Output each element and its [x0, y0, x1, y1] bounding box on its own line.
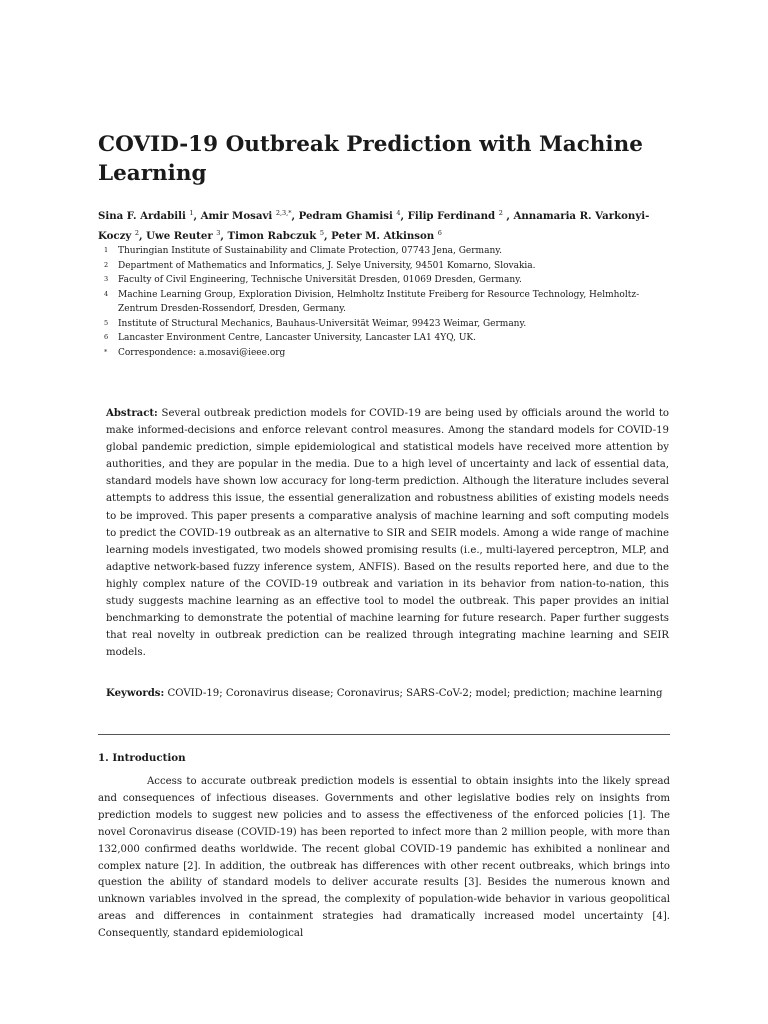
- section-heading: 1. Introduction: [98, 752, 186, 764]
- author: Pedram Ghamisi $^4$,: [298, 209, 405, 222]
- keywords-text: COVID-19; Coronavirus disease; Coronavirus; SARS-CoV-2; model; prediction; machine learning: [167, 688, 663, 699]
- keywords: [106, 685, 669, 702]
- author: Annamaria R. Varkonyi-Koczy $^2$,: [98, 210, 650, 242]
- affiliation-item: 3 Faculty of Civil Engineering, Technische Universität Dresden, 01069 Dresden, Germany.: [104, 275, 522, 285]
- intro-paragraph: Access to accurate outbreak prediction models is essential to obtain insights into the likely spread and consequences of infectious diseases. Governments and other legislative bodies rely on insights from prediction models to suggest new policies and to assess the effectiveness of the enforced policies [1]. The novel Coronavirus disease (COVID-19) has been reported to infect more than 2 million people, with more than 132,000 confirmed deaths worldwide. The recent global COVID-19 pandemic has exhibited a nonlinear and complex nature [2]. In addition, the outbreak has differences with other recent outbreaks, which brings into question the ability of standard models to deliver accurate results [3]. Besides the numerous known and unknown variables involved in the spread, the complexity of population-wide behavior in various geopolitical areas and differences in containment strategies had dramatically increased model uncertainty [4]. Consequently, standard epidemiological: [98, 776, 670, 940]
- section-divider: [98, 734, 670, 735]
- author: Filip Ferdinand $^2$ ,: [407, 209, 510, 222]
- author: Peter M. Atkinson $^6$: [331, 229, 442, 242]
- author: Timon Rabczuk $^5$,: [227, 229, 328, 242]
- abstract: [106, 405, 669, 661]
- author-list: [98, 205, 678, 245]
- correspondence-item: * Correspondence: a.mosavi@ieee.org: [104, 347, 286, 358]
- abstract-text: Several outbreak prediction models for COVID-19 are being used by officials around the world to make informed-decisions and enforce relevant control measures. Among the standard models for COVID-19 global pandemic prediction, simple epidemiological and statistical models have received more attention by authorities, and they are popular in the media. Due to a high level of uncertainty and lack of essential data, standard models have shown low accuracy for long-term prediction. Although the literature includes several attempts to address this issue, the essential generalization and robustness abilities of existing models needs to be improved. This paper presents a comparative analysis of machine learning and soft computing models to predict the COVID-19 outbreak as an alternative to SIR and SEIR models. Among a wide range of machine learning models investigated, two models showed promising results (i.e., multi-layered perceptron, MLP, and adaptive network-based fuzzy inference system, ANFIS). Based on the results reported here, and due to the highly complex nature of the COVID-19 outbreak and variation in its behavior from nation-to-nation, this study suggests machine learning as an effective tool to model the outbreak. This paper provides an initial benchmarking to demonstrate the potential of machine learning for future research. Paper further suggests that real novelty in outbreak prediction can be realized through integrating machine learning and SEIR models.: [106, 408, 670, 659]
- author: Sina F. Ardabili $^1$,: [98, 209, 198, 222]
- affiliation-item: 4 Machine Learning Group, Exploration Division, Helmholtz Institute Freiberg for Resource Technology, Helmholtz-Zentrum Dresden-Rossendorf, Dresden, Germany.: [104, 289, 640, 314]
- author: Uwe Reuter $^3$,: [146, 229, 224, 242]
- author: Amir Mosavi $^{2,3,*}$,: [200, 209, 296, 222]
- paper-title: COVID-19 Outbreak Prediction with Machine Learning: [98, 132, 643, 186]
- keywords-label: Keywords:: [106, 687, 165, 699]
- affiliation-item: 2 Department of Mathematics and Informatics, J. Selye University, 94501 Komarno, Slovakia.: [104, 260, 536, 271]
- affiliation-item: 1 Thuringian Institute of Sustainability and Climate Protection, 07743 Jena, Germany.: [104, 246, 502, 256]
- affiliation-list: [104, 244, 674, 360]
- abstract-label: Abstract:: [106, 407, 158, 419]
- affiliation-item: 5 Institute of Structural Mechanics, Bauhaus-Universität Weimar, 99423 Weimar, Germany.: [104, 318, 527, 329]
- affiliation-item: 6 Lancaster Environment Centre, Lancaster University, Lancaster LA1 4YQ, UK.: [104, 333, 477, 343]
